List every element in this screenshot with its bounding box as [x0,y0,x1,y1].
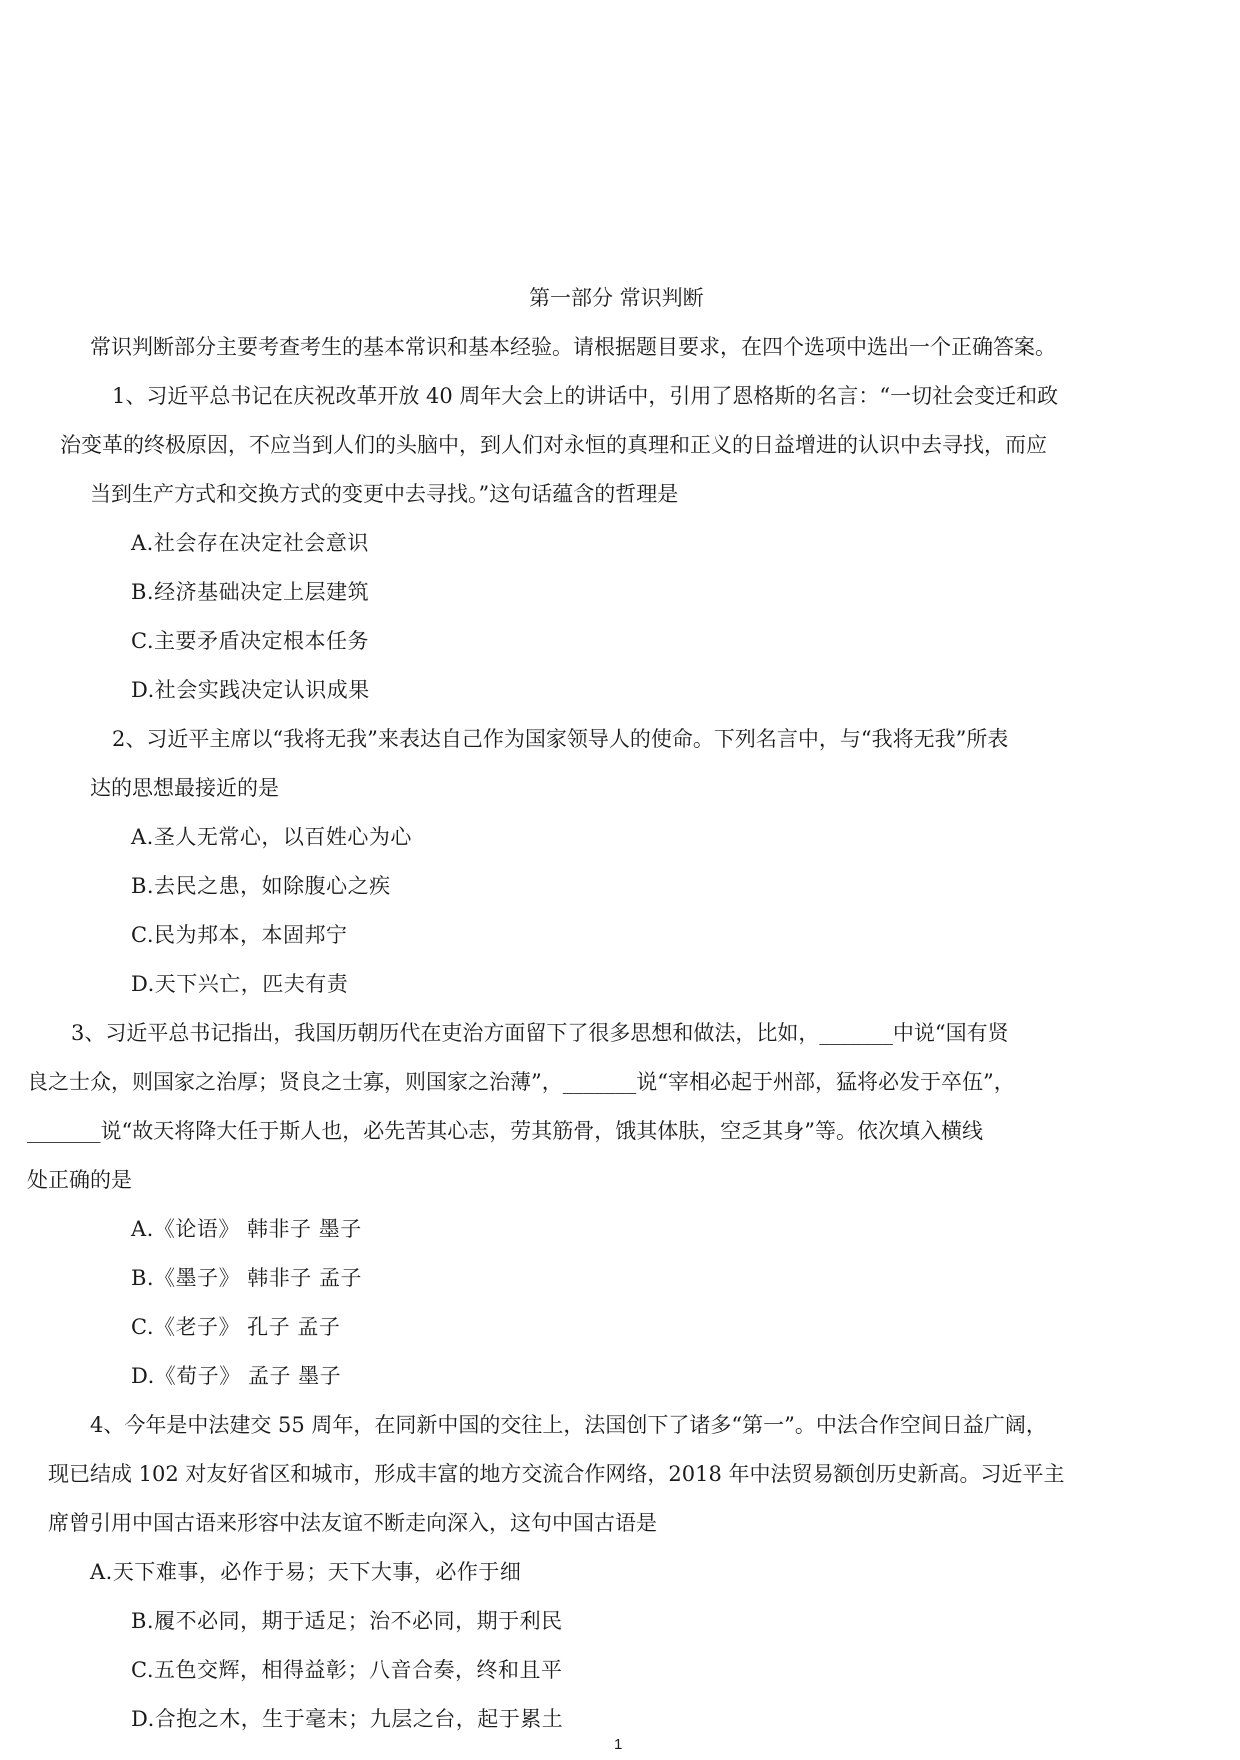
question-2-option-a: A.圣人无常心，以百姓心为心 [131,825,412,849]
section-title: 第一部分 常识判断 [529,286,704,310]
question-1-option-a: A.社会存在决定社会意识 [131,531,369,555]
question-3-option-a: A.《论语》 韩非子 墨子 [131,1217,362,1241]
question-1-option-d: D.社会实践决定认识成果 [131,678,370,702]
instructions-text: 常识判断部分主要考查考生的基本常识和基本经验。请根据题目要求，在四个选项中选出一个正确答案。 [90,335,1056,359]
question-1-option-b: B.经济基础决定上层建筑 [131,580,370,604]
question-3-line-2: 良之士众，则国家之治厚；贤良之士寡，则国家之治薄”，_______说“宰相必起于州部，猛将必发于卒伍”， [27,1070,1015,1094]
question-4-line-2: 现已结成 102 对友好省区和城市，形成丰富的地方交流合作网络，2018 年中法贸易额创历史新高。习近平主 [48,1462,1065,1486]
question-1-line-2: 治变革的终极原因，不应当到人们的头脑中，到人们对永恒的真理和正义的日益增进的认识中去寻找，而应 [60,433,1047,457]
question-4-option-b: B.履不必同，期于适足；治不必同，期于利民 [131,1609,563,1633]
question-4-option-a: A.天下难事，必作于易；天下大事，必作于细 [90,1560,522,1584]
question-3-option-c: C.《老子》 孔子 孟子 [131,1315,341,1339]
question-4-line-3: 席曾引用中国古语来形容中法友谊不断走向深入，这句中国古语是 [48,1511,657,1535]
question-3-line-4: 处正确的是 [27,1168,132,1192]
question-2-line-1: 2、习近平主席以“我将无我”来表达自己作为国家领导人的使命。下列名言中，与“我将无我”所表 [112,727,1009,751]
question-2-option-b: B.去民之患，如除腹心之疾 [131,874,391,898]
page-number: 1 [614,1736,623,1753]
question-2-line-2: 达的思想最接近的是 [90,776,279,800]
question-3-line-3: _______说“故天将降大任于斯人也，必先苦其心志，劳其筋骨，饿其体肤，空乏其身”等。依次填入横线 [27,1119,983,1143]
question-3-option-b: B.《墨子》 韩非子 孟子 [131,1266,362,1290]
question-3-line-1: 3、习近平总书记指出，我国历朝历代在吏治方面留下了很多思想和做法，比如，_______中说“国有贤 [71,1021,1009,1045]
question-1-option-c: C.主要矛盾决定根本任务 [131,629,369,653]
question-1-line-3: 当到生产方式和交换方式的变更中去寻找。”这句话蕴含的哲理是 [90,482,679,506]
question-2-option-c: C.民为邦本，本固邦宁 [131,923,348,947]
question-4-option-d: D.合抱之木，生于毫末；九层之台，起于累土 [131,1707,564,1731]
question-4-option-c: C.五色交辉，相得益彰；八音合奏，终和且平 [131,1658,563,1682]
question-3-option-d: D.《荀子》 孟子 墨子 [131,1364,342,1388]
question-2-option-d: D.天下兴亡，匹夫有责 [131,972,349,996]
question-4-line-1: 4、今年是中法建交 55 周年，在同新中国的交往上，法国创下了诸多“第一”。中法合作空间日益广阔， [90,1413,1047,1437]
question-1-line-1: 1、习近平总书记在庆祝改革开放 40 周年大会上的讲话中，引用了恩格斯的名言：“一切社会变迁和政 [112,384,1059,408]
